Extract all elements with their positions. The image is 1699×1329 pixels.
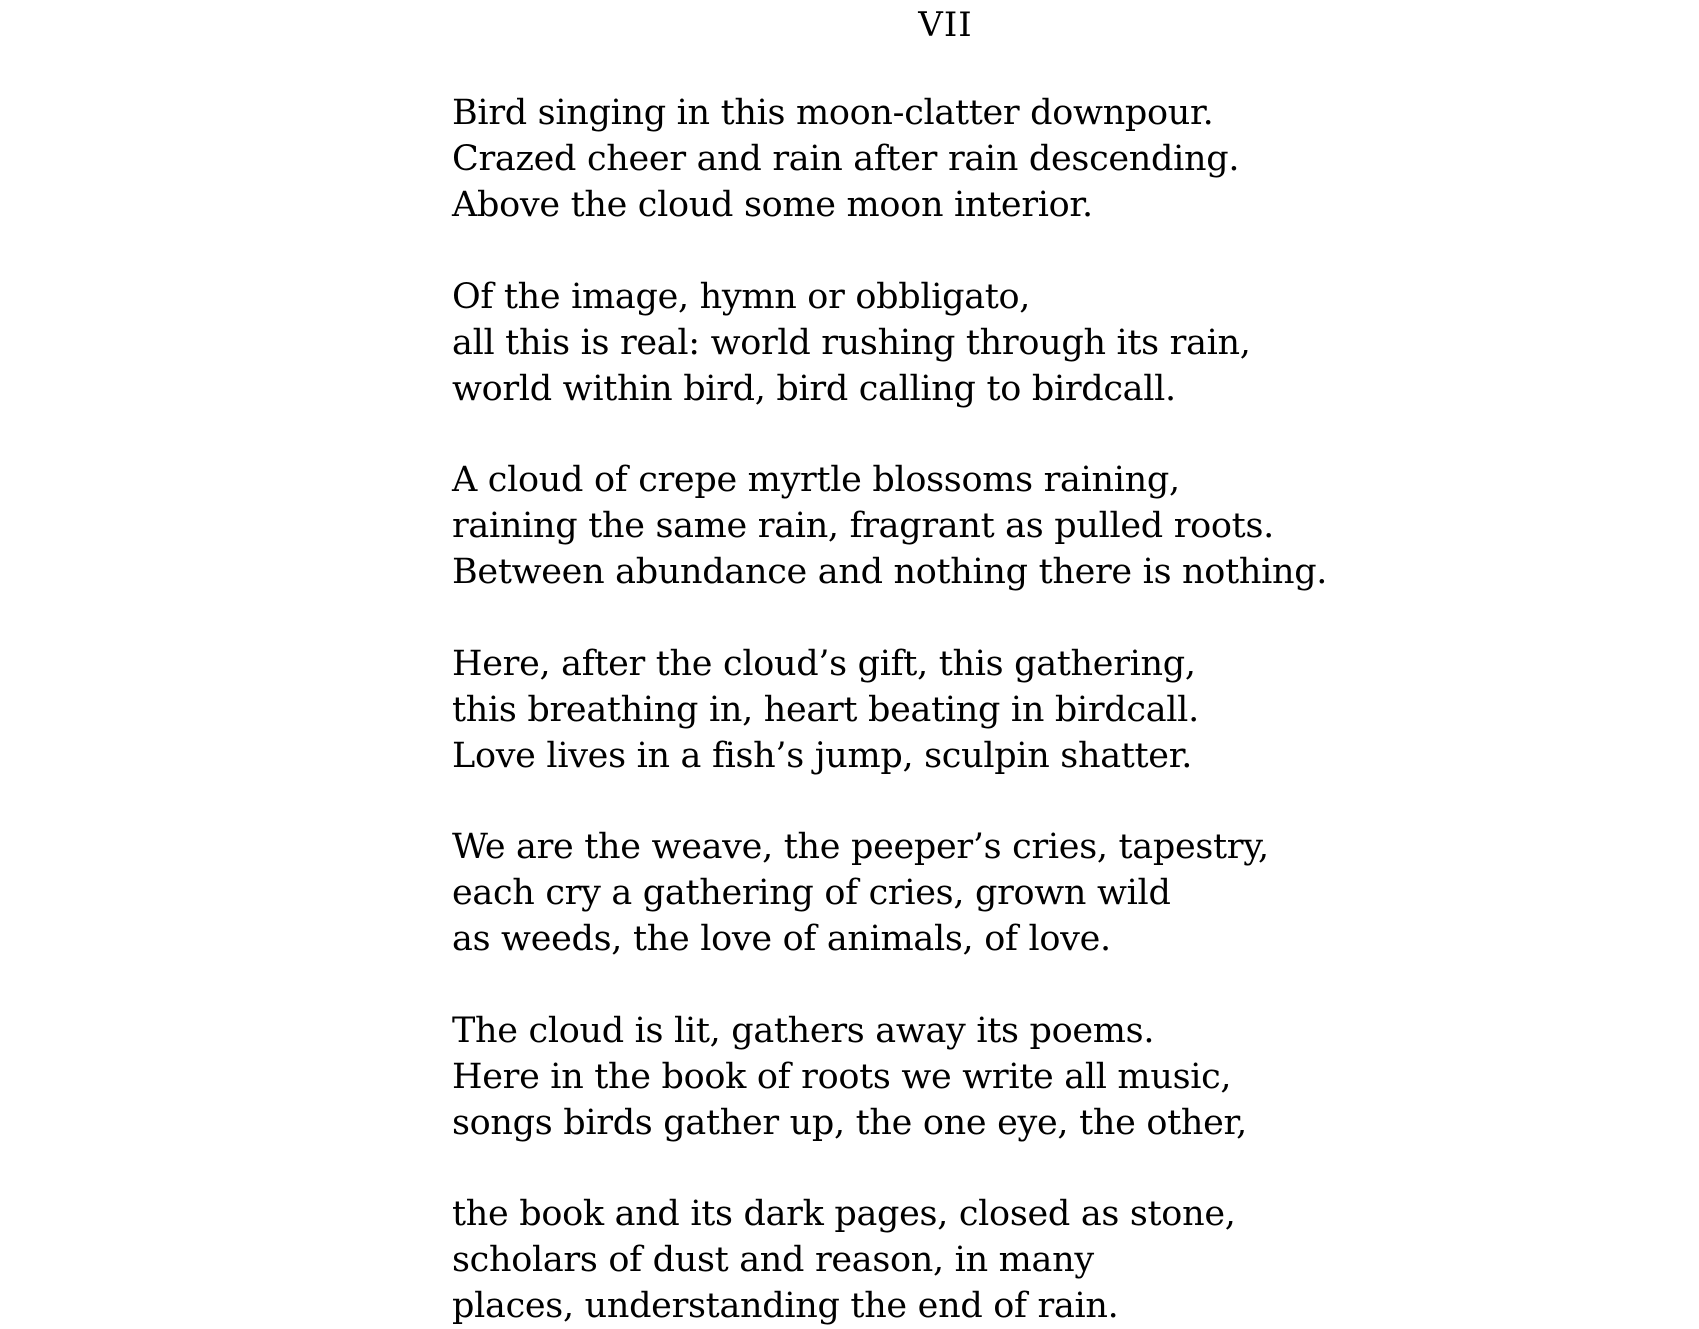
poem-line: Here in the book of roots we write all music, bbox=[452, 1056, 1232, 1097]
poem-line: scholars of dust and reason, in many bbox=[452, 1240, 1094, 1280]
poem-line: each cry a gathering of cries, grown wild bbox=[452, 873, 1171, 913]
poem-line: Crazed cheer and rain after rain descending. bbox=[452, 139, 1240, 179]
poem-line: The cloud is lit, gathers away its poems. bbox=[452, 1010, 1155, 1051]
poem-line: raining the same rain, fragrant as pulled roots. bbox=[452, 506, 1274, 546]
poem-line: A cloud of crepe myrtle blossoms raining, bbox=[452, 460, 1180, 500]
stanza bbox=[452, 1191, 1672, 1329]
poem-line: Above the cloud some moon interior. bbox=[452, 185, 1093, 225]
poem-line: Love lives in a fish’s jump, sculpin shatter. bbox=[452, 735, 1193, 776]
stanza bbox=[452, 1008, 1672, 1146]
stanza bbox=[452, 274, 1672, 412]
poem-line: Bird singing in this moon-clatter downpour. bbox=[452, 93, 1214, 133]
poem-line: as weeds, the love of animals, of love. bbox=[452, 919, 1111, 959]
poem-line: all this is real: world rushing through its rain, bbox=[452, 322, 1251, 363]
poem-line: songs birds gather up, the one eye, the other, bbox=[452, 1102, 1247, 1143]
poem-line: Of the image, hymn or obbligato, bbox=[452, 276, 1031, 317]
stanza bbox=[452, 824, 1672, 962]
poem-line: places, understanding the end of rain. bbox=[452, 1286, 1119, 1326]
section-title: VII bbox=[918, 5, 973, 45]
stanza bbox=[452, 457, 1672, 595]
poem-line: this breathing in, heart beating in birdcall. bbox=[452, 689, 1199, 730]
poem-line: world within bird, bird calling to birdcall. bbox=[452, 368, 1176, 409]
poem-line: We are the weave, the peeper’s cries, tapestry, bbox=[452, 827, 1269, 867]
poem-body bbox=[452, 90, 1672, 1329]
poem-line: Between abundance and nothing there is nothing. bbox=[452, 552, 1328, 592]
stanza bbox=[452, 90, 1672, 228]
stanza bbox=[452, 641, 1672, 779]
poem-line: Here, after the cloud’s gift, this gathering, bbox=[452, 643, 1196, 684]
poem-line: the book and its dark pages, closed as stone, bbox=[452, 1194, 1236, 1234]
